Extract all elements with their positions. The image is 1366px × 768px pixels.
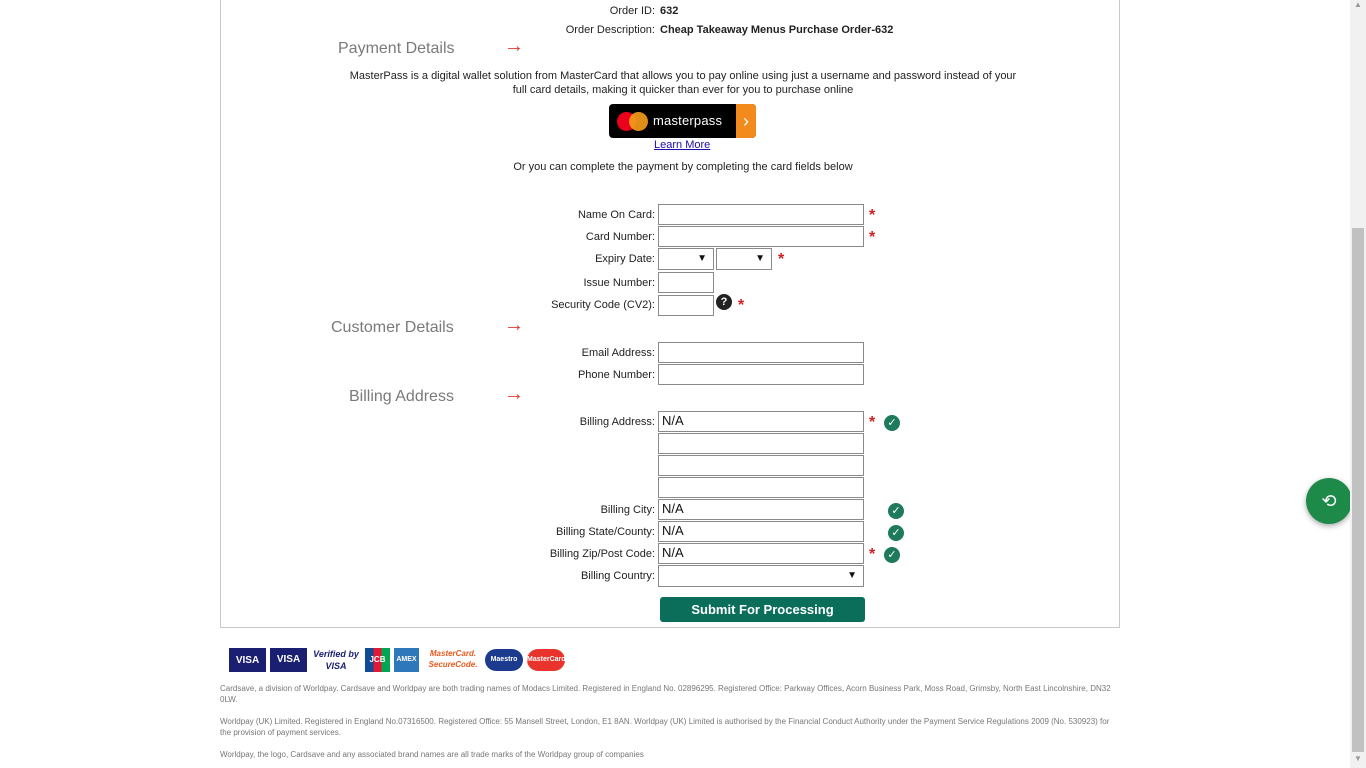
masterpass-description-line2: full card details, making it quicker than ever for you to purchase online [512,84,854,96]
billing-country-select[interactable] [658,565,864,587]
billing-zip-input[interactable]: N/A [658,543,864,564]
billing-address-line3-input[interactable] [658,455,864,476]
jcb-logo: JCB [365,648,390,672]
amex-logo: AMEX [394,648,419,672]
check-icon: ✓ [884,415,900,431]
arrow-right-icon: → [504,314,524,336]
masterpass-button-label: masterpass [653,113,723,128]
refresh-icon[interactable]: ⟲ [1306,478,1352,524]
arrow-right-icon: → [504,35,524,57]
chevron-right-icon: › [736,104,756,138]
security-code-input[interactable] [658,295,714,316]
card-number-label: Card Number: [585,231,655,243]
expiry-month-select[interactable] [658,248,714,270]
billing-state-input[interactable]: N/A [658,521,864,542]
billing-country-label: Billing Country: [581,570,655,582]
name-on-card-label: Name On Card: [577,209,655,221]
check-icon: ✓ [888,503,904,519]
expiry-year-select[interactable] [716,248,772,270]
mastercard-securecode-logo: MasterCard. SecureCode. [428,649,478,669]
billing-address-line1-input[interactable]: N/A [658,411,864,432]
check-icon: ✓ [888,525,904,541]
submit-button[interactable]: Submit For Processing [660,597,865,622]
visa-logo: VISA [229,648,266,672]
verified-by-visa-logo: Verified by VISA [313,649,359,671]
order-description-label: Order Description: [565,24,655,36]
phone-number-label: Phone Number: [577,369,655,381]
learn-more-link[interactable]: Learn More [654,139,711,151]
required-icon: * [869,414,876,431]
billing-address-line4-input[interactable] [658,477,864,498]
issue-number-label: Issue Number: [583,277,655,289]
card-number-input[interactable] [658,226,864,247]
name-on-card-input[interactable] [658,204,864,225]
email-address-label: Email Address: [581,347,655,359]
customer-details-heading: Customer Details [331,319,454,336]
scroll-down-icon[interactable]: ▼ [1354,754,1362,763]
expiry-date-label: Expiry Date: [595,253,655,265]
dropdown-arrow-icon: ▼ [847,570,857,581]
maestro-logo: Maestro [485,649,523,671]
scrollbar-thumb[interactable] [1352,228,1364,752]
footer-trademarks: Worldpay, the logo, Cardsave and any associated brand names are all trade marks of the Worldpay group of companies [220,750,644,759]
email-address-input[interactable] [658,342,864,363]
arrow-right-icon: → [504,383,524,405]
help-icon[interactable]: ? [716,294,732,310]
billing-city-label: Billing City: [600,504,655,516]
required-icon: * [738,297,745,314]
order-id-label: Order ID: [609,5,655,17]
billing-address-heading: Billing Address [349,388,454,405]
payment-details-heading: Payment Details [338,40,455,57]
required-icon: * [869,207,876,224]
masterpass-button[interactable] [609,104,756,138]
required-icon: * [869,546,876,563]
phone-number-input[interactable] [658,364,864,385]
visa-electron-logo: VISA [270,648,307,672]
required-icon: * [869,229,876,246]
billing-address-line2-input[interactable] [658,433,864,454]
billing-address-label: Billing Address: [579,416,655,428]
mastercard-logo: MasterCard [527,649,565,671]
footer-worldpay-legal: Worldpay (UK) Limited. Registered in England No.07316500. Registered Office: 55 Mansell Street, London, E1 8AN. Worldpay (UK) Limited is authorised by the Financial Conduct Authority under the Payment Service Regulations 2009 (No. 530923) for the provision of payment services. [220,717,1110,737]
dropdown-arrow-icon: ▼ [697,253,707,264]
billing-zip-label: Billing Zip/Post Code: [549,548,655,560]
footer-cardsave-legal: Cardsave, a division of Worldpay. Cardsave and Worldpay are both trading names of Modacs Limited. Registered in England No. 02896295. Registered Office: Parkway Offices, Acorn Business Park, Moss Road, Grimsby, North East Lincolnshire, DN32 0LW. [220,684,1111,704]
order-id-value: 632 [660,5,679,17]
order-description-value: Cheap Takeaway Menus Purchase Order-632 [660,24,894,36]
billing-state-label: Billing State/County: [555,526,655,538]
billing-city-input[interactable]: N/A [658,499,864,520]
check-icon: ✓ [884,547,900,563]
required-icon: * [778,251,785,268]
security-code-label: Security Code (CV2): [551,299,655,311]
issue-number-input[interactable] [658,272,714,293]
masterpass-description-line1: MasterPass is a digital wallet solution from MasterCard that allows you to pay online using just a username and password instead of your [349,70,1017,82]
card-fields-instruction: Or you can complete the payment by completing the card fields below [513,161,853,173]
scroll-up-icon[interactable]: ▲ [1354,0,1362,9]
dropdown-arrow-icon: ▼ [755,253,765,264]
